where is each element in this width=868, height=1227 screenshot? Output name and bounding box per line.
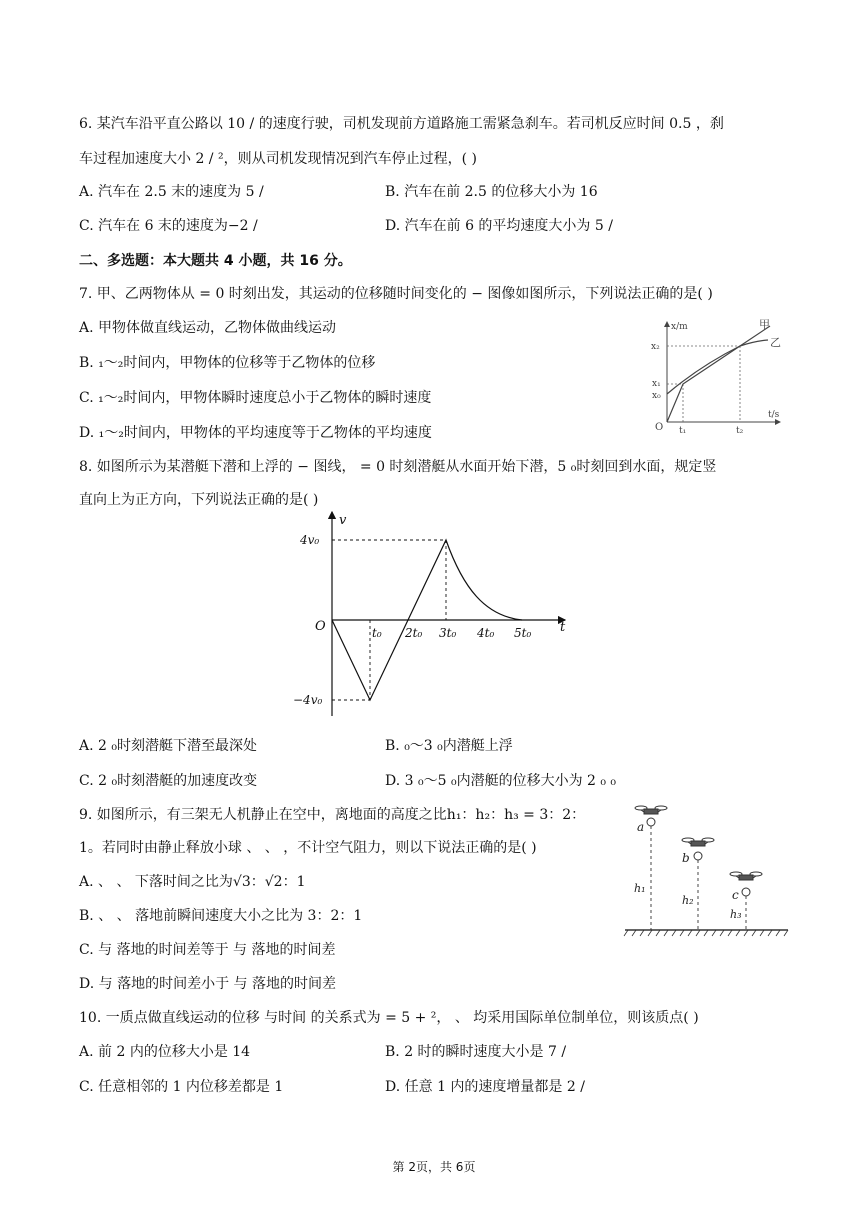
q9-stem-line1: 9. 如图所示，有三架无人机静止在空中，离地面的高度之比h₁：h₂：h₃ = 3：2： — [79, 807, 586, 823]
q8-option-a: A. 2 ₀时刻潜艇下潜至最深处 — [79, 738, 257, 754]
q9-ball-b — [694, 852, 702, 860]
q7-x1-label: x₁ — [652, 379, 661, 389]
q8-2t0-label: 2t₀ — [405, 626, 423, 640]
q8-minus-4v0-label: −4v₀ — [293, 693, 323, 707]
q8-origin-label: O — [315, 619, 326, 634]
q9-label-h3: h₃ — [730, 908, 742, 921]
q9-stem-line2: 1。若同时由静止释放小球 、 、 ，不计空气阻力，则以下说法正确的是( ) — [79, 840, 537, 856]
q8-v-axis-label: v — [339, 513, 347, 528]
q9-option-a: A. 、 、 下落时间之比为√3：√2：1 — [79, 874, 306, 890]
q8-4t0-label: 4t₀ — [477, 626, 495, 640]
q9-label-h2: h₂ — [682, 894, 694, 907]
q8-stem-line1: 8. 如图所示为某潜艇下潜和上浮的 − 图线， = 0 时刻潜艇从水面开始下潜，5 ₀时刻回到水面，规定竖 — [79, 459, 717, 475]
q8-option-d: D. 3 ₀～5 ₀内潜艇的位移大小为 2 ₀ ₀ — [385, 773, 617, 789]
q6-option-a: A. 汽车在 2.5 末的速度为 5 / — [79, 184, 264, 200]
q6-option-c: C. 汽车在 6 末的速度为−2 / — [79, 218, 258, 234]
q7-x-axis-label: t/s — [768, 410, 780, 420]
q7-option-a: A. 甲物体做直线运动，乙物体做曲线运动 — [79, 320, 337, 336]
q9-label-a: a — [637, 820, 645, 834]
q7-label-jia: 甲 — [759, 318, 770, 331]
q9-ground-hatching — [624, 930, 788, 936]
q7-line-jia — [667, 326, 770, 422]
q9-label-c: c — [732, 888, 739, 902]
q9-option-b: B. 、 、 落地前瞬间速度大小之比为 3：2：1 — [79, 908, 363, 924]
q10-option-a: A. 前 2 内的位移大小是 14 — [79, 1044, 251, 1060]
section-heading-multiple-choice: 二、多选题：本大题共 4 小题，共 16 分。 — [79, 253, 352, 269]
page-footer: 第 2页，共 6页 — [392, 1160, 476, 1174]
q9-ball-a — [647, 818, 655, 826]
q7-stem: 7. 甲、乙两物体从 = 0 时刻出发，其运动的位移随时间变化的 − 图像如图所示，下列说法正确的是( ) — [79, 286, 713, 302]
q6-option-d: D. 汽车在前 6 的平均速度大小为 5 / — [385, 218, 613, 234]
q10-stem: 10. 一质点做直线运动的位移 与时间 的关系式为 = 5 + ²， 、 均采用国际单位制单位，则该质点( ) — [79, 1010, 699, 1026]
q7-option-b: B. ₁～₂时间内，甲物体的位移等于乙物体的位移 — [79, 355, 376, 371]
q7-position-time-graph — [640, 316, 785, 434]
q9-ball-c — [742, 888, 750, 896]
q7-origin-label: O — [655, 422, 664, 433]
q8-5t0-label: 5t₀ — [514, 626, 532, 640]
q9-drone-c-icon — [730, 872, 762, 880]
q10-option-b: B. 2 时的瞬时速度大小是 7 / — [385, 1044, 567, 1060]
q9-label-b: b — [682, 851, 690, 865]
q7-label-yi: 乙 — [770, 336, 781, 349]
q8-t-axis-label: t — [560, 620, 566, 635]
q7-t2-label: t₂ — [736, 426, 744, 436]
q6-option-b: B. 汽车在前 2.5 的位移大小为 16 — [385, 184, 598, 200]
q8-velocity-time-graph — [295, 506, 580, 721]
q8-option-c: C. 2 ₀时刻潜艇的加速度改变 — [79, 773, 258, 789]
q10-option-c: C. 任意相邻的 1 内位移差都是 1 — [79, 1079, 284, 1095]
q9-option-d: D. 与 落地的时间差小于 与 落地的时间差 — [79, 976, 336, 992]
q9-option-c: C. 与 落地的时间差等于 与 落地的时间差 — [79, 942, 336, 958]
q7-x0-label: x₀ — [652, 391, 661, 401]
q7-t1-label: t₁ — [679, 426, 687, 436]
q6-stem-line1: 6. 某汽车沿平直公路以 10 / 的速度行驶，司机发现前方道路施工需紧急刹车。若司机反应时间 0.5 ，刹 — [79, 116, 724, 132]
q9-drone-a-icon — [635, 806, 667, 814]
q9-drones-figure — [620, 800, 792, 940]
q6-stem-line2: 车过程加速度大小 2 / ²，则从司机发现情况到汽车停止过程，( ) — [79, 151, 477, 167]
q10-option-d: D. 任意 1 内的速度增量都是 2 / — [385, 1079, 585, 1095]
q8-stem-line2: 直向上为正方向，下列说法正确的是( ) — [79, 492, 319, 508]
q8-4v0-label: 4v₀ — [300, 533, 320, 547]
q8-option-b: B. ₀～3 ₀内潜艇上浮 — [385, 738, 513, 754]
q8-t0-label: t₀ — [372, 626, 382, 640]
q8-3t0-label: 3t₀ — [439, 626, 457, 640]
q7-x2-label: x₂ — [651, 342, 660, 352]
q9-label-h1: h₁ — [634, 882, 646, 895]
q9-drone-b-icon — [682, 838, 714, 846]
q7-option-d: D. ₁～₂时间内，甲物体的平均速度等于乙物体的平均速度 — [79, 425, 432, 441]
q7-option-c: C. ₁～₂时间内，甲物体瞬时速度总小于乙物体的瞬时速度 — [79, 390, 432, 406]
q7-y-axis-label: x/m — [671, 322, 688, 332]
